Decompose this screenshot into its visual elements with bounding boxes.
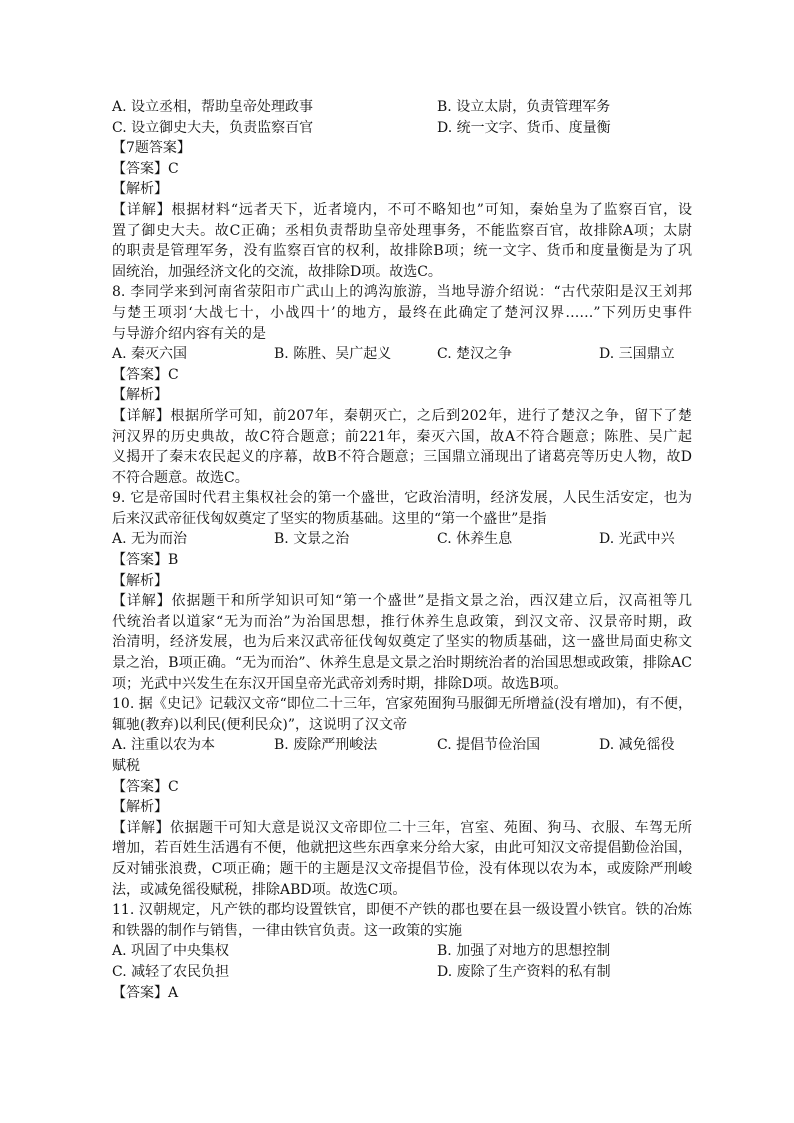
q9-detail-line: 治清明，经济发展，也为后来汉武帝征伐匈奴奠定了坚实的物质基础，这一盛世局面史称文 xyxy=(112,634,692,651)
q11-options-row-1 xyxy=(112,941,692,962)
q9-option-d: D. 光武中兴 xyxy=(599,531,675,548)
q10-option-d: D. 减免徭役 xyxy=(599,737,675,754)
q8-detail-line: 不符合题意。故选C。 xyxy=(112,469,249,486)
q10-answer: 【答案】C xyxy=(112,778,179,795)
q8-analysis-label: 【解析】 xyxy=(112,387,168,404)
q7-detail-line: 固统治，加强经济文化的交流，故排除D项。故选C。 xyxy=(112,263,442,280)
q9-option-c: C. 休养生息 xyxy=(437,531,513,548)
q7-answer-header: 【7题答案】 xyxy=(112,140,191,157)
q9-analysis-label: 【解析】 xyxy=(112,572,168,589)
q7-analysis-label: 【解析】 xyxy=(112,181,168,198)
q7-option-d: D. 统一文字、货币、度量衡 xyxy=(437,119,611,136)
q10-detail-line: 【详解】依据题干可知大意是说汉文帝即位二十三年，宫室、苑囿、狗马、衣服、车驾无所 xyxy=(112,819,692,836)
q9-stem-line: 9. 它是帝国时代君主集权社会的第一个盛世，它政治清明，经济发展，人民生活安定，也为 xyxy=(112,490,692,507)
q10-stem-line: 辄驰(教弃)以利民(便利民众)”，这说明了汉文帝 xyxy=(112,716,408,733)
q7-option-b: B. 设立太尉，负责管理军务 xyxy=(437,99,611,115)
q8-answer: 【答案】C xyxy=(112,366,179,383)
q9-option-b: B. 文景之治 xyxy=(274,531,350,548)
q10-option-d-continuation: 赋税 xyxy=(112,758,140,774)
q10-detail-line: 法，或减免徭役赋税，排除ABD项。故选C项。 xyxy=(112,881,407,898)
q11-option-d: D. 废除了生产资料的私有制 xyxy=(437,963,611,980)
q8-options-row xyxy=(112,344,692,365)
q9-detail-line: 代统治者以道家“无为而治”为治国思想，推行休养生息政策，到汉文帝、汉景帝时期，政 xyxy=(112,613,692,630)
q9-detail-line: 景之治，B项正确。“无为而治”、休养生息是文景之治时期统治者的治国思想或政策，排除AC xyxy=(112,655,692,672)
q8-detail-line: 【详解】根据所学可知，前207年，秦朝灭亡，之后到202年，进行了楚汉之争，留下了楚 xyxy=(112,407,692,424)
q8-option-c: C. 楚汉之争 xyxy=(437,346,513,363)
q8-option-a: A. 秦灭六国 xyxy=(112,346,188,363)
exam-page xyxy=(112,97,692,1003)
q7-detail-line: 的职责是管理军务，没有监察百官的权利，故排除B项；统一文字、货币和度量衡是为了巩 xyxy=(112,243,692,260)
q10-options-row xyxy=(112,735,692,756)
q9-detail-line: 项；光武中兴发生在东汉开国皇帝光武帝刘秀时期，排除D项。故选B项。 xyxy=(112,675,568,692)
q8-stem-line: 与导游介绍内容有关的是 xyxy=(112,325,266,342)
q7-answer: 【答案】C xyxy=(112,160,179,177)
q8-option-b: B. 陈胜、吴广起义 xyxy=(274,346,392,363)
q10-option-b: B. 废除严刑峻法 xyxy=(274,737,378,754)
q9-answer: 【答案】B xyxy=(112,552,179,569)
q8-detail-line: 义揭开了秦末农民起义的序幕，故B不符合题意；三国鼎立涌现出了诸葛亮等历史人物，故D xyxy=(112,449,692,466)
q8-stem-line: 与楚王项羽‘大战七十，小战四十’的地方，最终在此确定了楚河汉界……”下列历史事件 xyxy=(112,304,692,321)
q9-stem-line: 后来汉武帝征伐匈奴奠定了坚实的物质基础。这里的“第一个盛世”是指 xyxy=(112,510,547,527)
q9-detail-line: 【详解】依据题干和所学知识可知“第一个盛世”是指文景之治，西汉建立后，汉高祖等几 xyxy=(112,593,692,610)
q8-detail-line: 河汉界的历史典故，故C符合题意；前221年，秦灭六国，故A不符合题意；陈胜、吴广起 xyxy=(112,428,692,445)
q10-detail-line: 反对铺张浪费，C项正确；题干的主题是汉文帝提倡节俭，没有体现以农为本，或废除严刑峻 xyxy=(112,860,692,877)
q10-option-c: C. 提倡节俭治国 xyxy=(437,737,541,754)
q10-analysis-label: 【解析】 xyxy=(112,799,168,816)
q11-answer: 【答案】A xyxy=(112,984,179,1001)
q7-option-a: A. 设立丞相，帮助皇帝处理政事 xyxy=(112,99,314,115)
q10-option-a: A. 注重以农为本 xyxy=(112,737,216,754)
q9-option-a: A. 无为而治 xyxy=(112,531,188,548)
q9-options-row xyxy=(112,529,692,550)
q7-options-row-2 xyxy=(112,118,692,139)
q10-detail-line: 增加，若百姓生活遇有不便，他就把这些东西拿来分给大家，由此可知汉文帝提倡勤俭治国， xyxy=(112,840,692,857)
q11-option-c: C. 减轻了农民负担 xyxy=(112,963,230,980)
q11-option-b: B. 加强了对地方的思想控制 xyxy=(437,943,611,960)
q7-option-c: C. 设立御史大夫，负责监察百官 xyxy=(112,119,314,136)
q11-stem-line: 11. 汉朝规定，凡产铁的郡均设置铁官，即便不产铁的郡也要在县一级设置小铁官。铁的冶炼 xyxy=(112,902,692,919)
q11-stem-line: 和铁器的制作与销售，一律由铁官负责。这一政策的实施 xyxy=(112,922,462,939)
q8-stem-line: 8. 李同学来到河南省荥阳市广武山上的鸿沟旅游，当地导游介绍说：“古代荥阳是汉王刘邦 xyxy=(112,284,692,301)
q7-detail-line: 置了御史大夫。故C正确；丞相负责帮助皇帝处理事务，不能监察百官，故排除A项；太尉 xyxy=(112,222,692,239)
q10-stem-line: 10. 据《史记》记载汉文帝“即位二十三年，宫家苑囿狗马服御无所增益(没有增加)，有不便， xyxy=(112,696,692,713)
q7-detail-line: 【详解】根据材料“远者天下，近者境内，不可不略知也”可知，秦始皇为了监察百官，设 xyxy=(112,201,692,218)
q11-option-a: A. 巩固了中央集权 xyxy=(112,943,230,960)
q11-options-row-2 xyxy=(112,962,692,983)
q8-option-d: D. 三国鼎立 xyxy=(599,346,675,363)
q7-options-row-1 xyxy=(112,97,692,118)
